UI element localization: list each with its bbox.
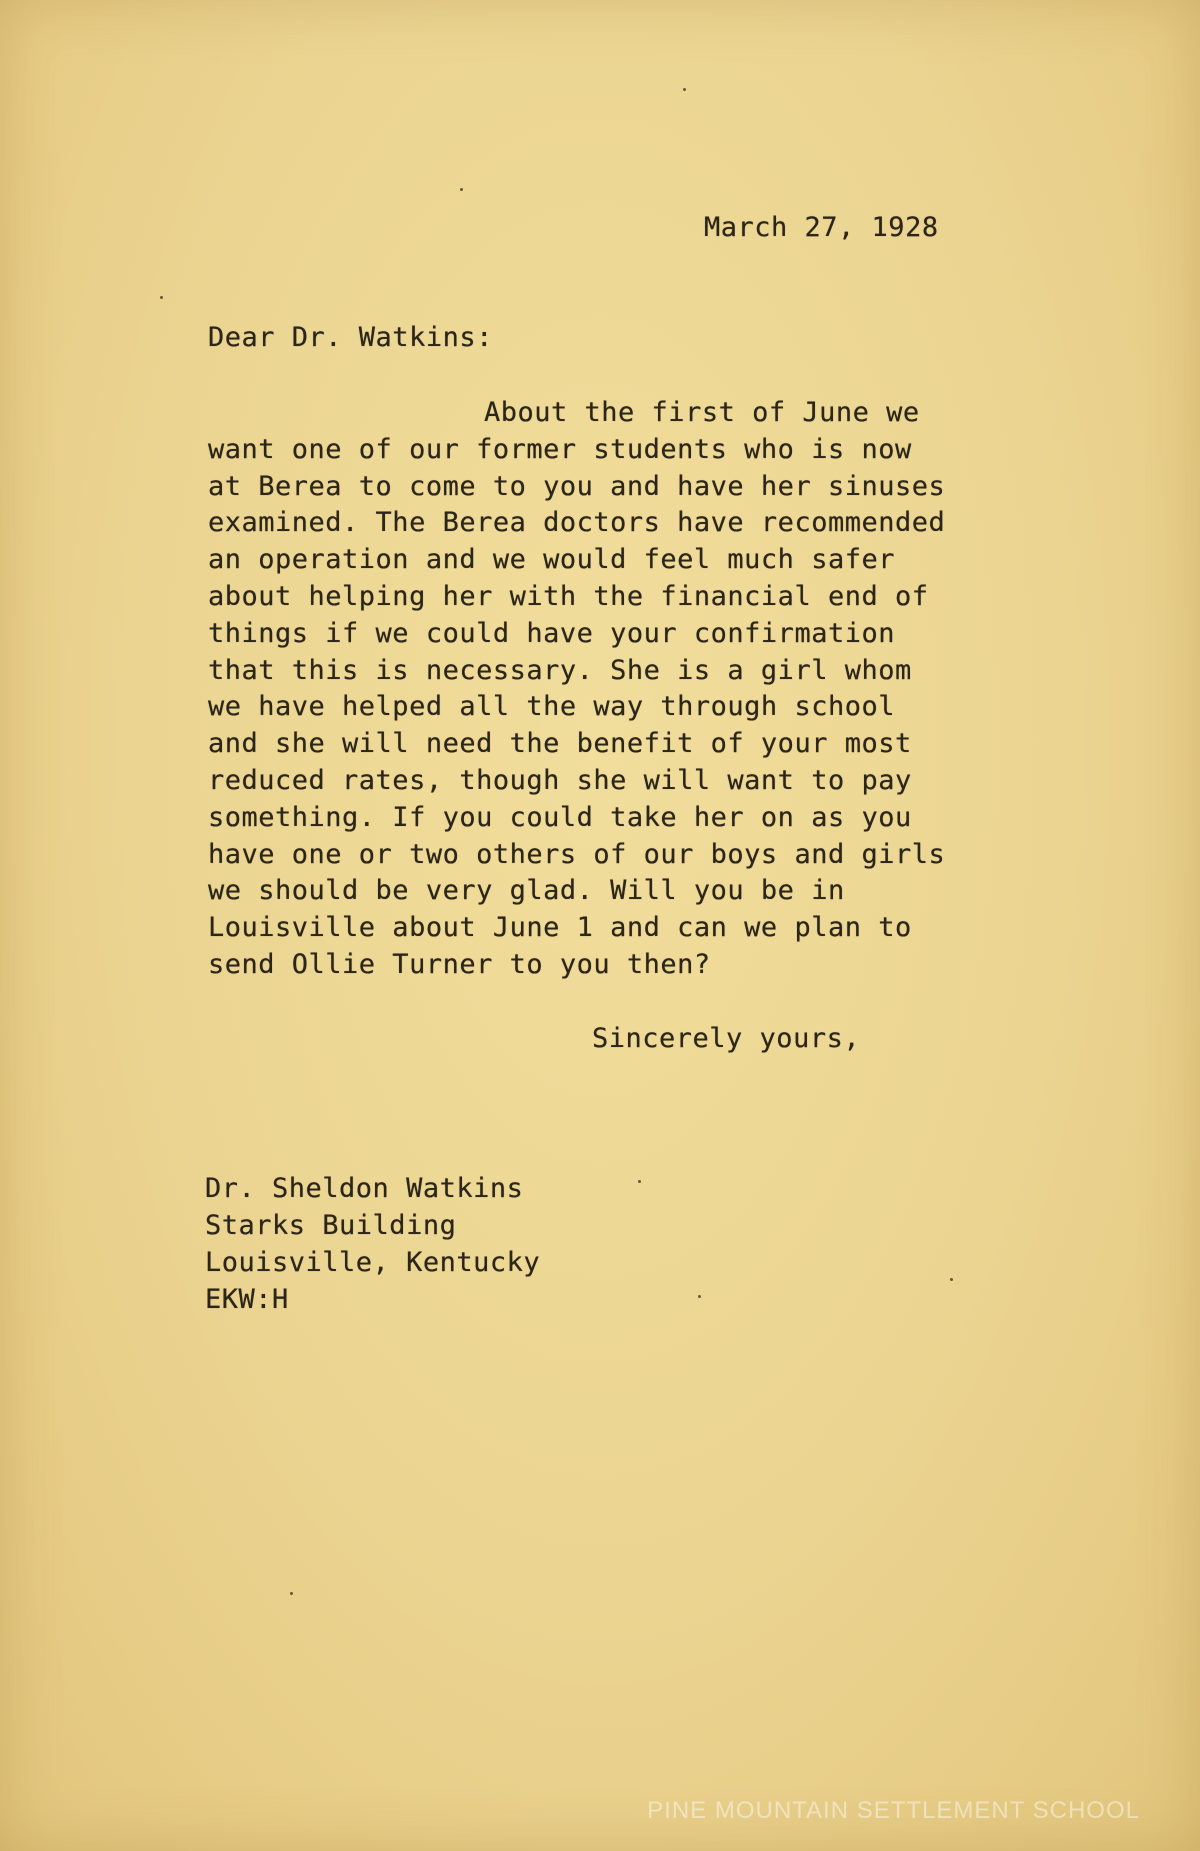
body-line: Louisville about June 1 and can we plan to bbox=[208, 912, 912, 944]
paper-speck bbox=[950, 1278, 953, 1281]
paper-speck bbox=[683, 88, 686, 91]
body-line: reduced rates, though she will want to pay bbox=[208, 764, 912, 796]
paper-speck bbox=[698, 1295, 701, 1298]
paper-speck bbox=[460, 188, 463, 191]
recipient-city: Louisville, Kentucky bbox=[205, 1247, 541, 1278]
body-line: at Berea to come to you and have her sinuses bbox=[208, 470, 946, 502]
recipient-address bbox=[205, 1170, 540, 1318]
body-line: that this is necessary. She is a girl whom bbox=[208, 654, 912, 686]
body-line: About the first of June we bbox=[484, 397, 920, 428]
recipient-name: Dr. Sheldon Watkins bbox=[205, 1173, 524, 1204]
paper-speck bbox=[638, 1180, 641, 1183]
body-line: about helping her with the financial end of bbox=[208, 580, 929, 612]
letter-date: March 27, 1928 bbox=[704, 212, 939, 243]
complimentary-closing: Sincerely yours, bbox=[592, 1023, 861, 1054]
body-line: an operation and we would feel much safer bbox=[208, 544, 895, 576]
body-line: have one or two others of our boys and girls bbox=[208, 838, 946, 870]
body-line: we should be very glad. Will you be in bbox=[208, 875, 845, 907]
body-line: examined. The Berea doctors have recommended bbox=[208, 507, 946, 539]
body-line: want one of our former students who is now bbox=[208, 433, 912, 465]
archive-watermark: PINE MOUNTAIN SETTLEMENT SCHOOL bbox=[647, 1797, 1140, 1824]
body-line: we have helped all the way through school bbox=[208, 691, 895, 723]
body-line: things if we could have your confirmation bbox=[208, 617, 895, 649]
letter-body bbox=[208, 395, 945, 984]
salutation: Dear Dr. Watkins: bbox=[208, 322, 493, 353]
paper-speck bbox=[290, 1592, 293, 1595]
paper-speck bbox=[160, 296, 163, 299]
body-line: send Ollie Turner to you then? bbox=[208, 948, 711, 980]
recipient-building: Starks Building bbox=[205, 1210, 457, 1241]
body-line: and she will need the benefit of your most bbox=[208, 728, 912, 760]
body-line: something. If you could take her on as you bbox=[208, 801, 912, 833]
reference-initials: EKW:H bbox=[205, 1284, 289, 1315]
